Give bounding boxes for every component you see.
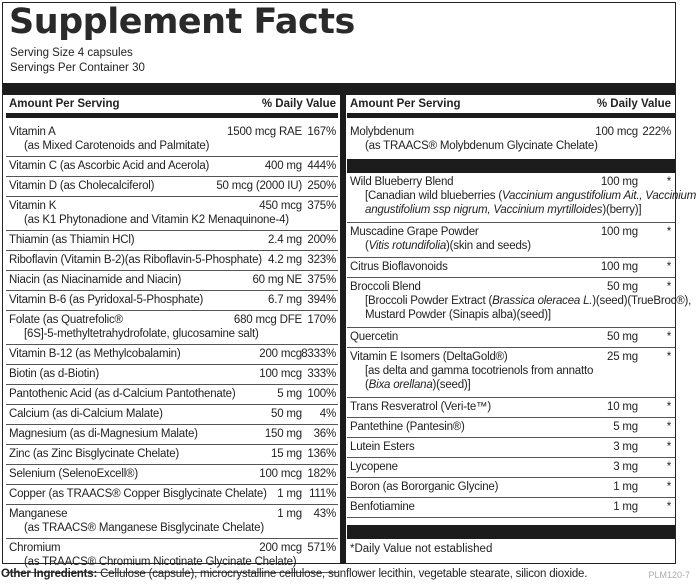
nutrient-name: Quercetin [350,331,399,343]
detail-text: )(berry)] [602,204,642,216]
nutrient-detail [365,294,691,308]
nutrient-daily-value: * [666,461,671,473]
nutrient-detail [365,139,598,153]
detail-text: ( [365,379,369,391]
nutrient-daily-value: * [666,331,671,343]
nutrient-amount: 50 mg [271,408,302,420]
detail-text: (as K1 Phytonadione and Vitamin K2 Menaquinone-4) [24,214,289,226]
nutrient-daily-value: 111% [309,488,336,500]
nutrient-name: Vitamin E Isomers (DeltaGold®) [350,351,508,363]
detail-text: (as TRAACS® Molybdenum Glycinate Chelate) [365,140,598,152]
detail-text: Mustard Powder (Sinapis alba)(seed)] [365,309,551,321]
nutrient-detail [365,364,593,378]
nutrient-row [347,478,675,498]
nutrient-row [347,223,675,258]
nutrient-name: Folate (as Quatrefolic® [9,314,123,326]
nutrient-row [347,498,675,518]
nutrient-daily-value: 333% [307,368,336,380]
nutrient-amount: 400 mg [264,160,302,172]
nutrient-name: Biotin (as d-Biotin) [9,368,99,380]
product-code: PLM120-7 [648,570,690,580]
nutrient-daily-value: 136% [307,448,336,460]
nutrient-amount: 450 mcg [259,200,302,212]
nutrient-row [6,425,338,445]
nutrient-name: Thiamin (as Thiamin HCl) [9,234,135,246]
nutrient-amount: 100 mcg [259,468,302,480]
nutrient-row [347,458,675,478]
nutrient-row [347,173,696,223]
nutrient-daily-value: 200% [307,234,336,246]
nutrient-daily-value: 36% [313,428,336,440]
nutrient-row [6,445,338,465]
nutrient-row [6,231,338,251]
other-ingredients-text: Cellulose (capsule), microcrystalline cellulose, sunflower lecithin, vegetable stearate, silicon dioxide. [97,568,588,580]
servings-per-container: Servings Per Container 30 [10,62,145,74]
detail-latin-name: angustifolium ssp nigrum, Vaccinium myrtilloides [365,204,603,216]
nutrient-name: Benfotiamine [350,501,415,513]
nutrient-name: Molybdenum [350,126,414,138]
nutrient-amount: 6.7 mg [268,294,302,306]
nutrient-name: Vitamin A [9,126,56,138]
nutrient-name: Pantethine (Pantesin®) [350,421,465,433]
detail-latin-name: Bixa orellana [368,379,433,391]
nutrient-detail [365,189,696,203]
nutrient-row [6,505,338,539]
detail-text: ( [365,240,369,252]
nutrient-name: Copper (as TRAACS® Copper Bisglycinate Chelate) [9,488,267,500]
nutrient-amount: 4.2 mg [268,254,302,266]
nutrient-name: Niacin (as Niacinamide and Niacin) [9,274,182,286]
nutrient-detail [24,555,296,569]
detail-text: [6S]-5-methyltetrahydrofolate, glucosamine salt) [24,328,259,340]
serving-size: Serving Size 4 capsules [10,47,133,59]
nutrient-name: Calcium (as di-Calcium Malate) [9,408,163,420]
nutrient-name: Wild Blueberry Blend [350,176,454,188]
nutrient-amount: 1 mg [613,501,638,513]
nutrient-row [6,485,338,505]
nutrient-daily-value: * [666,281,671,293]
nutrient-name: Manganese [9,508,68,520]
nutrient-daily-value: 375% [307,274,336,286]
nutrient-amount: 200 mcg [259,348,302,360]
nutrient-daily-value: * [666,441,671,453]
nutrient-row [347,348,675,398]
nutrient-row [347,258,675,278]
nutrient-detail [365,203,641,217]
nutrient-name: Lycopene [350,461,398,473]
nutrient-amount: 50 mg [607,331,638,343]
nutrient-amount: 150 mg [264,428,302,440]
column-divider [340,95,346,564]
nutrient-amount: 100 mg [600,261,638,273]
nutrient-daily-value: 222% [642,126,671,138]
nutrient-row [6,291,338,311]
section-divider-bar [347,525,675,539]
nutrient-row [347,123,675,158]
nutrient-amount: 1 mg [277,508,302,520]
nutrient-daily-value: * [666,481,671,493]
nutrient-daily-value: * [666,261,671,273]
nutrient-name: Chromium [9,542,61,554]
nutrient-amount: 25 mg [607,351,638,363]
nutrient-name: Citrus Bioflavonoids [350,261,448,273]
nutrient-daily-value: 444% [307,160,336,172]
nutrient-name: Magnesium (as di-Magnesium Malate) [9,428,198,440]
daily-value-heading: % Daily Value [261,98,336,110]
nutrient-amount: 5 mg [613,421,638,433]
nutrient-daily-value: 182% [307,468,336,480]
nutrient-amount: 50 mcg (2000 IU) [216,180,302,192]
nutrient-daily-value: 43% [313,508,336,520]
nutrient-amount: 1 mg [277,488,302,500]
nutrient-name: Lutein Esters [350,441,415,453]
nutrient-detail [365,378,471,392]
nutrient-name: Vitamin B-12 (as Methylcobalamin) [9,348,181,360]
nutrient-row [6,385,338,405]
supplement-facts-panel [2,2,696,568]
nutrient-amount: 3 mg [613,441,638,453]
nutrient-daily-value: 250% [307,180,336,192]
nutrient-amount: 100 mg [600,226,638,238]
nutrient-daily-value: 100% [307,388,336,400]
nutrient-name: Muscadine Grape Powder [350,226,479,238]
detail-text: )(skin and seeds) [446,240,531,252]
nutrient-daily-value: * [666,351,671,363]
detail-text: )(seed)(TrueBroc®), [592,295,692,307]
nutrient-name: Selenium (SelenoExcell®) [9,468,138,480]
nutrient-name: Trans Resveratrol (Veri-te™) [350,401,491,413]
detail-text: [as delta and gamma tocotrienols from annatto [365,365,594,377]
panel-title: Supplement Facts [9,2,355,42]
detail-text: (as TRAACS® Manganese Bisglycinate Chelate) [24,522,264,534]
nutrient-detail [365,308,551,322]
nutrient-detail [24,521,264,535]
detail-latin-name: Vitis rotundifolia [368,240,447,252]
nutrient-name: Vitamin K [9,200,57,212]
nutrient-daily-value: * [666,401,671,413]
nutrient-row [347,278,692,328]
nutrient-amount: 100 mg [600,176,638,188]
nutrient-daily-value: 170% [307,314,336,326]
nutrient-amount: 200 mcg [259,542,302,554]
nutrient-name: Zinc (as Zinc Bisglycinate Chelate) [9,448,180,460]
nutrient-detail [24,213,289,227]
nutrient-amount: 100 mcg [595,126,638,138]
nutrient-row [6,157,338,177]
detail-latin-name: Vaccinium angustifolium Ait., Vaccinium [501,190,696,202]
amount-per-serving-heading: Amount Per Serving [350,98,461,110]
nutrient-amount: 10 mg [607,401,638,413]
nutrient-amount: 15 mg [271,448,302,460]
nutrient-detail [24,139,209,153]
nutrient-daily-value: * [666,421,671,433]
nutrient-row [6,465,338,485]
detail-text: [Broccoli Powder Extract ( [365,295,493,307]
nutrient-daily-value: 8333% [301,348,336,360]
daily-value-heading: % Daily Value [596,98,671,110]
nutrient-name: Boron (as Bororganic Glycine) [350,481,499,493]
nutrient-daily-value: 394% [307,294,336,306]
nutrient-name: Riboflavin (Vitamin B-2)(as Riboflavin-5-Phosphate) [9,254,262,266]
right-column-header [347,95,675,118]
nutrient-daily-value: 4% [319,408,336,420]
nutrient-daily-value: 375% [307,200,336,212]
nutrient-row [6,345,338,365]
other-ingredients-label: Other Ingredients: [1,568,98,580]
section-divider-bar [347,159,675,173]
nutrient-row [6,197,338,231]
nutrient-name: Broccoli Blend [350,281,421,293]
nutrient-amount: 1 mg [613,481,638,493]
nutrient-row [6,251,338,271]
detail-latin-name: Brassica oleracea L. [492,295,593,307]
nutrient-detail [24,327,259,341]
nutrient-amount: 1500 mcg RAE [227,126,302,138]
amount-per-serving-heading: Amount Per Serving [9,98,120,110]
thick-divider [3,83,675,95]
detail-text: (as Mixed Carotenoids and Palmitate) [24,140,210,152]
nutrient-row [347,438,675,458]
nutrient-row [6,365,338,385]
nutrient-daily-value: * [666,501,671,513]
nutrient-row [347,328,675,348]
nutrient-row [6,405,338,425]
nutrient-daily-value: 167% [307,126,336,138]
nutrient-row [347,398,675,418]
nutrient-row [6,123,338,157]
nutrient-name: Vitamin B-6 (as Pyridoxal-5-Phosphate) [9,294,204,306]
nutrient-daily-value: 323% [307,254,336,266]
nutrient-amount: 5 mg [277,388,302,400]
left-column-header [6,95,338,118]
detail-text: )(seed)] [432,379,471,391]
nutrient-row [347,418,675,438]
nutrient-row [6,271,338,291]
nutrient-daily-value: * [666,226,671,238]
detail-text: (as TRAACS® Chromium Nicotinate Glycinate Chelate) [24,556,297,568]
nutrient-row [6,177,338,197]
nutrient-daily-value: * [666,176,671,188]
nutrient-name: Vitamin D (as Cholecalciferol) [9,180,155,192]
nutrient-amount: 100 mcg [259,368,302,380]
nutrient-detail [365,239,531,253]
nutrient-name: Vitamin C (as Ascorbic Acid and Acerola) [9,160,210,172]
nutrient-daily-value: 571% [307,542,336,554]
other-ingredients [1,568,587,580]
nutrient-name: Pantothenic Acid (as d-Calcium Pantothenate) [9,388,236,400]
nutrient-amount: 680 mcg DFE [233,314,302,326]
nutrient-row [6,311,338,345]
nutrient-amount: 50 mg [607,281,638,293]
detail-text: [Canadian wild blueberries ( [365,190,502,202]
nutrient-amount: 60 mg NE [252,274,302,286]
footnote: *Daily Value not established [350,543,493,555]
nutrient-amount: 2.4 mg [268,234,302,246]
nutrient-amount: 3 mg [613,461,638,473]
